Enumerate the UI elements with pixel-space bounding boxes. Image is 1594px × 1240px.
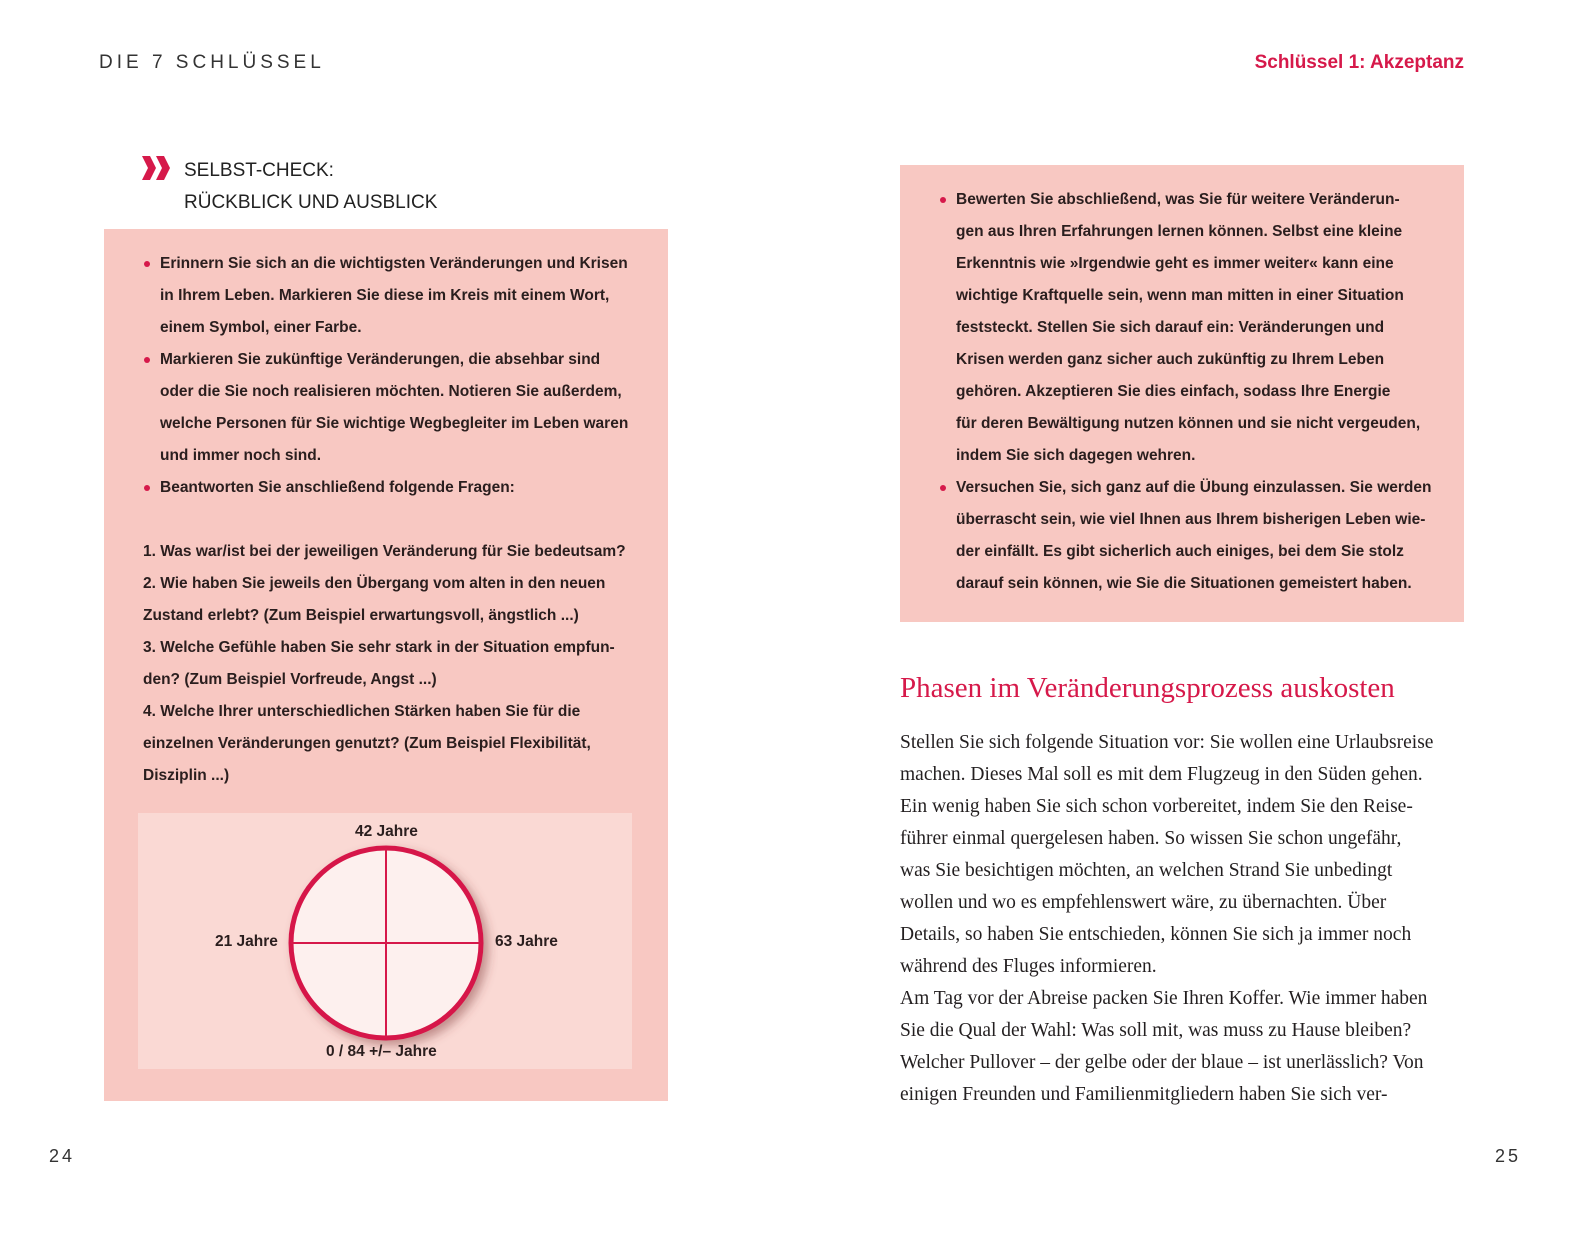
running-header-left: DIE 7 SCHLÜSSEL (99, 52, 325, 73)
body-text (900, 727, 1433, 1111)
bullet-line: gen aus Ihren Erfahrungen lernen können. Selbst eine kleine (956, 223, 1403, 240)
label-top: 42 Jahre (355, 823, 418, 840)
bullet-line: in Ihrem Leben. Markieren Sie diese im Kreis mit einem Wort, (160, 287, 610, 304)
bullet-dot-icon (940, 197, 946, 203)
bullet-line: Beantworten Sie anschließend folgende Fragen: (160, 479, 515, 496)
section-heading: Phasen im Veränderungsprozess auskosten (900, 672, 1395, 704)
question-line: einzelnen Veränderungen genutzt? (Zum Beispiel Flexibilität, (143, 735, 591, 752)
selfcheck-box (104, 229, 668, 1101)
body-line: Am Tag vor der Abreise packen Sie Ihren Koffer. Wie immer haben (900, 988, 1428, 1009)
question-line: Disziplin ...) (143, 767, 230, 784)
bullet-line: welche Personen für Sie wichtige Wegbegleiter im Leben waren (160, 415, 629, 432)
body-line: Welcher Pullover – der gelbe oder der blaue – ist unerlässlich? Von (900, 1052, 1424, 1073)
body-line: was Sie besichtigen möchten, an welchen Strand Sie unbedingt (900, 860, 1393, 881)
question-line: 4. Welche Ihrer unterschiedlichen Stärken haben Sie für die (143, 703, 581, 720)
bullet-line: und immer noch sind. (160, 447, 322, 464)
question-line: den? (Zum Beispiel Vorfreude, Angst ...) (143, 671, 437, 688)
body-line: wollen und wo es empfehlenswert wäre, zu übernachten. Über (900, 892, 1387, 913)
bullet-line: wichtige Kraftquelle sein, wenn man mitten in einer Situation (956, 287, 1404, 304)
question-line: 1. Was war/ist bei der jeweiligen Veränderung für Sie bedeutsam? (143, 543, 626, 560)
bullet-line: Markieren Sie zukünftige Veränderungen, die absehbar sind (160, 351, 601, 368)
body-line: Sie die Qual der Wahl: Was soll mit, was muss zu Hause bleiben? (900, 1020, 1412, 1041)
bullet-line: indem Sie sich dagegen wehren. (956, 447, 1196, 464)
bullet-line: darauf sein können, wie Sie die Situationen gemeistert haben. (956, 575, 1412, 592)
label-left: 21 Jahre (215, 933, 278, 950)
bullet-line: Erinnern Sie sich an die wichtigsten Veränderungen und Krisen (160, 255, 628, 272)
bullet-line: feststeckt. Stellen Sie sich darauf ein: Veränderungen und (956, 319, 1385, 336)
bullet-line: Erkenntnis wie »Irgendwie geht es immer weiter« kann eine (956, 255, 1394, 272)
bullet-line: für deren Bewältigung nutzen können und sie nicht vergeuden, (956, 415, 1421, 432)
bullet-line: einem Symbol, einer Farbe. (160, 319, 362, 336)
spacer (104, 504, 668, 536)
page-number-right: 25 (1495, 1146, 1522, 1166)
question-line: 3. Welche Gefühle haben Sie sehr stark in der Situation empfun- (143, 639, 615, 656)
body-line: Stellen Sie sich folgende Situation vor: Sie wollen eine Urlaubsreise (900, 732, 1434, 753)
bullet-dot-icon (144, 357, 150, 363)
bullet-dot-icon (940, 485, 946, 491)
bullet-item (104, 472, 668, 504)
bullet-item (104, 248, 668, 344)
bullet-dot-icon (144, 261, 150, 267)
double-chevron-right-icon (142, 156, 172, 185)
label-right: 63 Jahre (495, 933, 558, 950)
bullet-line: der einfällt. Es gibt sicherlich auch einiges, bei dem Sie stolz (956, 543, 1404, 560)
body-line: führer einmal quergelesen haben. So wissen Sie schon ungefähr, (900, 828, 1402, 849)
label-bottom: 0 / 84 +/– Jahre (326, 1043, 437, 1060)
body-line: machen. Dieses Mal soll es mit dem Flugzeug in den Süden gehen. (900, 764, 1423, 785)
question-line: 2. Wie haben Sie jeweils den Übergang vom alten in den neuen (143, 575, 606, 592)
body-line: Ein wenig haben Sie sich schon vorbereitet, indem Sie den Reise- (900, 796, 1413, 817)
bullet-line: oder die Sie noch realisieren möchten. Notieren Sie außerdem, (160, 383, 622, 400)
selfcheck-title (184, 155, 437, 219)
bullet-item (900, 472, 1464, 600)
page-number-left: 24 (49, 1146, 76, 1166)
bullet-item (104, 344, 668, 472)
selfcheck-title-line: SELBST-CHECK: (184, 160, 334, 181)
bullet-item (900, 184, 1464, 472)
body-line: Details, so haben Sie entschieden, können Sie sich ja immer noch (900, 924, 1412, 945)
bullet-line: Versuchen Sie, sich ganz auf die Übung einzulassen. Sie werden (956, 479, 1432, 496)
body-line: einigen Freunden und Familienmitgliedern haben Sie sich ver- (900, 1084, 1388, 1105)
body-line: während des Fluges informieren. (900, 956, 1157, 977)
bullet-line: überrascht sein, wie viel Ihnen aus Ihrem bisherigen Leben wie- (956, 511, 1426, 528)
life-circle-diagram (138, 813, 632, 1069)
selfcheck-title-line: RÜCKBLICK UND AUSBLICK (184, 192, 438, 213)
bullet-line: Bewerten Sie abschließend, was Sie für weitere Veränderun- (956, 191, 1400, 208)
bullet-line: gehören. Akzeptieren Sie dies einfach, sodass Ihre Energie (956, 383, 1391, 400)
question-line: Zustand erlebt? (Zum Beispiel erwartungsvoll, ängstlich ...) (143, 607, 579, 624)
bullet-line: Krisen werden ganz sicher auch zukünftig zu Ihrem Leben (956, 351, 1385, 368)
running-header-right: Schlüssel 1: Akzeptanz (1254, 52, 1464, 73)
selfcheck-box-continued (900, 165, 1464, 622)
bullet-dot-icon (144, 485, 150, 491)
